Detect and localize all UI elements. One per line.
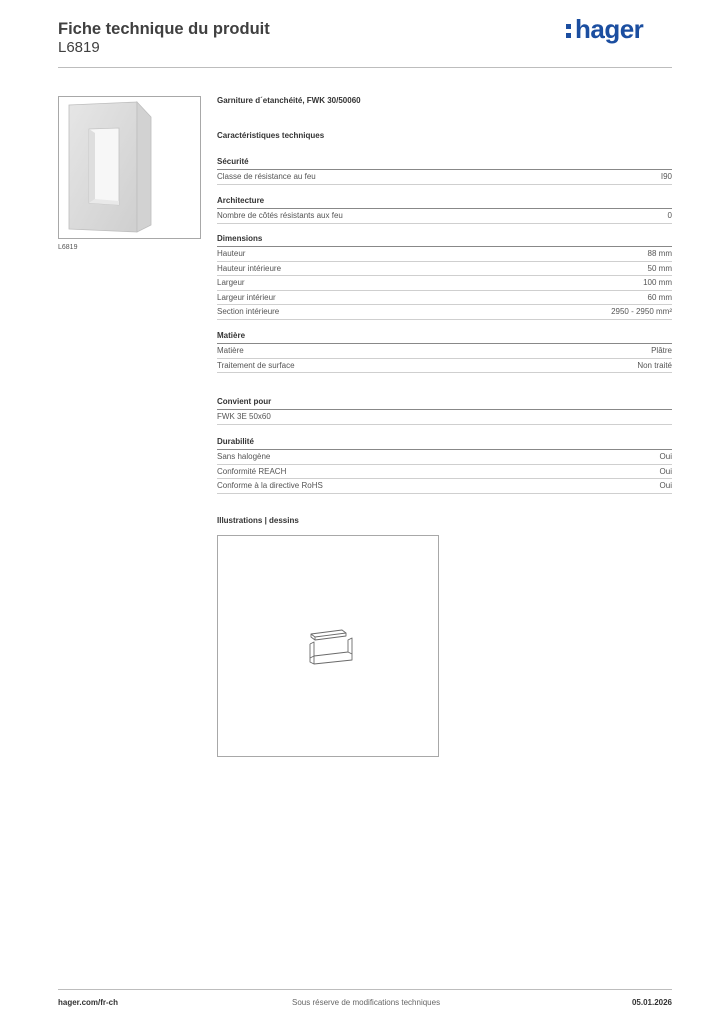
spec-row: [217, 247, 672, 262]
spec-row: [217, 262, 672, 277]
spec-row: [217, 450, 672, 465]
spec-value: Oui: [659, 452, 672, 462]
spec-label: Hauteur: [217, 249, 246, 259]
spec-label: Hauteur intérieure: [217, 263, 282, 273]
hager-logo[interactable]: [566, 16, 643, 42]
spec-value: 0: [667, 211, 672, 221]
page-title: Fiche technique du produit: [58, 20, 270, 38]
footer-date: 05.01.2026: [631, 998, 672, 1007]
spec-row: [217, 479, 672, 494]
spec-value: Oui: [659, 481, 672, 491]
section-durabilite: [217, 436, 672, 494]
section-title: Convient pour: [217, 397, 272, 406]
section-matiere: [217, 330, 672, 373]
spec-value: Oui: [659, 466, 672, 476]
technical-drawing: [218, 536, 438, 756]
spec-value: I90: [660, 172, 672, 182]
footer-website-link[interactable]: hager.com/fr-ch: [58, 998, 119, 1007]
specs-heading: Caractéristiques techniques: [217, 131, 325, 140]
section-title: Architecture: [217, 196, 265, 205]
spec-row: [217, 276, 672, 291]
spec-value: 2950 - 2950 mm²: [611, 307, 672, 317]
section-convient-pour: [217, 396, 672, 425]
logo-dots-icon: [566, 20, 572, 40]
spec-label: Conformité REACH: [217, 466, 287, 476]
section-title: Dimensions: [217, 234, 263, 243]
spec-label: Largeur: [217, 278, 245, 288]
spec-label: FWK 3E 50x60: [217, 412, 271, 422]
spec-value: Plâtre: [651, 346, 672, 356]
spec-row: [217, 359, 672, 374]
section-securite: [217, 156, 672, 185]
footer-disclaimer: Sous réserve de modifications techniques: [292, 998, 441, 1007]
spec-row: [217, 344, 672, 359]
spec-value: 50 mm: [647, 263, 672, 273]
spec-row: [217, 170, 672, 185]
spec-label: Traitement de surface: [217, 360, 295, 370]
section-title: Matière: [217, 331, 246, 340]
spec-label: Largeur intérieur: [217, 292, 276, 302]
product-reference: L6819: [58, 39, 100, 56]
photo-caption: L6819: [58, 244, 78, 251]
spec-label: Nombre de côtés résistants aux feu: [217, 211, 343, 221]
spec-label: Sans halogène: [217, 452, 271, 462]
illustrations-heading: Illustrations | dessins: [217, 516, 299, 525]
spec-row: [217, 305, 672, 320]
section-title: Sécurité: [217, 157, 249, 166]
spec-row: [217, 410, 672, 425]
spec-label: Classe de résistance au feu: [217, 172, 316, 182]
product-name: Garniture d´etanchéité, FWK 30/50060: [217, 96, 361, 105]
section-title: Durabilité: [217, 437, 254, 446]
product-frame-image: [59, 97, 200, 238]
spec-value: Non traité: [637, 360, 672, 370]
section-architecture: [217, 195, 672, 224]
illustration-box: [217, 535, 439, 757]
logo-text: hager: [575, 14, 644, 44]
spec-value: 88 mm: [647, 249, 672, 259]
spec-value: 60 mm: [647, 292, 672, 302]
spec-row: [217, 209, 672, 224]
spec-row: [217, 465, 672, 480]
spec-label: Matière: [217, 346, 244, 356]
spec-row: [217, 291, 672, 306]
header-divider: [58, 67, 672, 68]
spec-label: Conforme à la directive RoHS: [217, 481, 323, 491]
product-photo: [58, 96, 201, 239]
section-dimensions: [217, 233, 672, 320]
spec-value: 100 mm: [643, 278, 672, 288]
footer-divider: [58, 989, 672, 990]
spec-label: Section intérieure: [217, 307, 280, 317]
